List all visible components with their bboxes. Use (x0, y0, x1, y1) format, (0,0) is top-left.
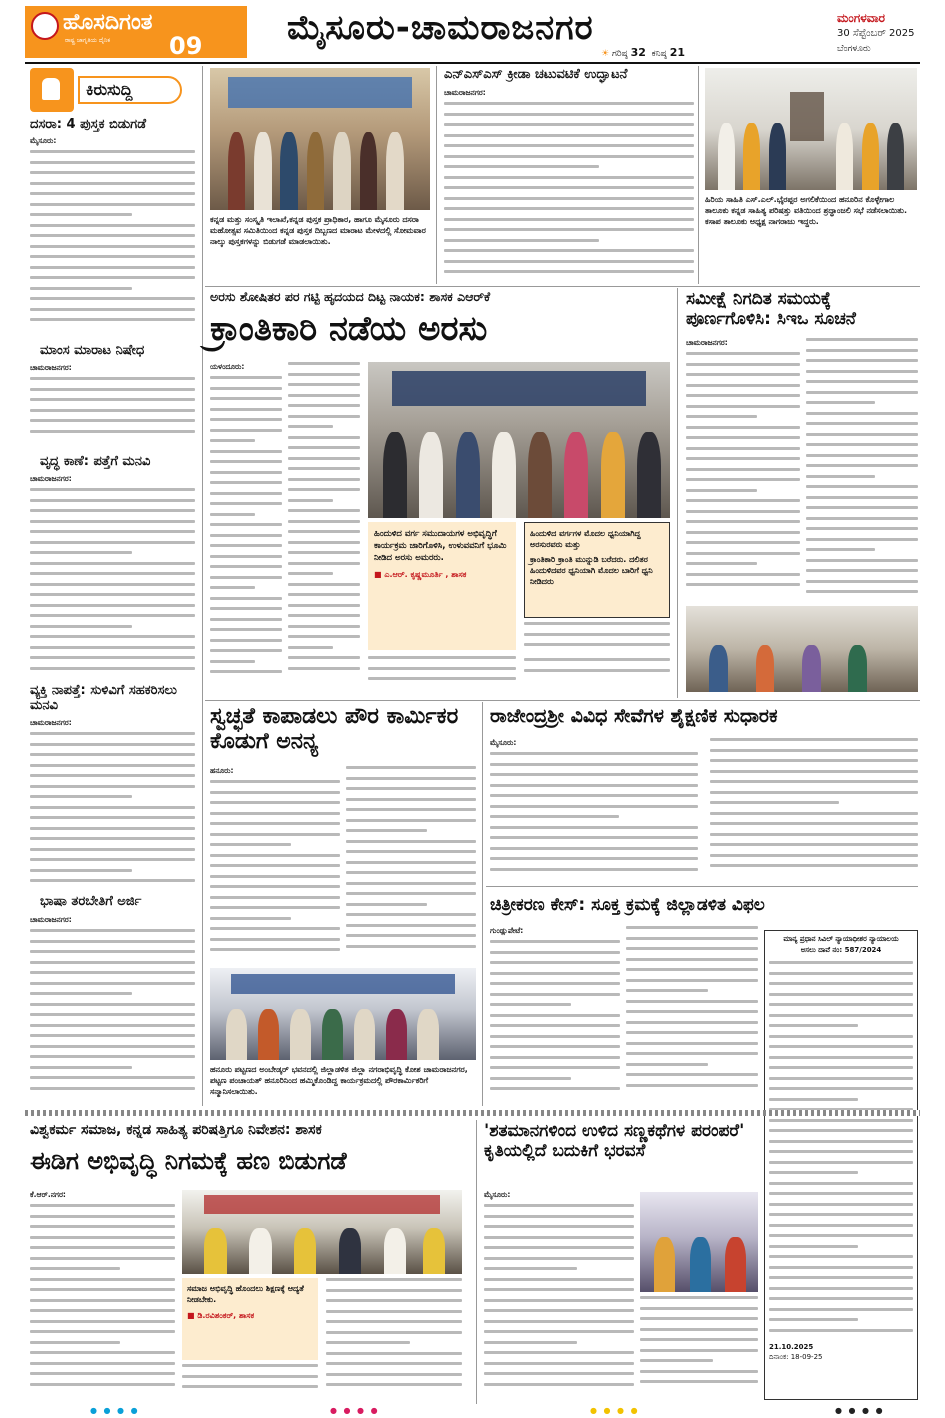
page-number: 09 (169, 32, 203, 60)
notice-case-no: ಅಸಲು ದಾವೆ ನಂ: 587/2024 (800, 946, 882, 954)
logo-emblem-icon (31, 12, 59, 40)
lead-highlights (524, 522, 670, 618)
lead-highlight-2: ಕ್ರಾಂತಿಕಾರಿ ಕ್ರಾಂತಿ ಮುನ್ನುಡಿ ಬರೆದರು. ದಲಿತರ ಹಿಂದುಳಿದವರ ಧ್ವನಿಯಾಗಿ ಮೊದಲ ಬಾರಿಗೆ ಧ್ವನಿ ನೀಡಿದರು (530, 555, 653, 586)
day-name: ಮಂಗಳವಾರ (837, 11, 886, 25)
viswakarma-quote-text: ಸಮಾಜ ಅಭಿವೃದ್ಧಿ ಹೊಂದಲು ಶಿಕ್ಷಣಕ್ಕೆ ಆದ್ಯತೆ ನೀಡಬೇಕು. (187, 1284, 304, 1304)
hand-icon (30, 68, 74, 112)
legal-notice (764, 930, 918, 1400)
viswakarma-body-col3 (182, 1364, 318, 1400)
film-body-col1 (490, 940, 620, 1100)
brief-lead: ಮೈಸೂರು: (30, 136, 57, 145)
briefs-label: ಕಿರುಸುದ್ದಿ (78, 76, 182, 104)
stories-photo (640, 1192, 758, 1292)
lead-quote-box (368, 522, 516, 650)
stories-headline: 'ಶತಮಾನಗಳಿಂದ ಉಳಿದ ಸಣ್ಣಕಥೆಗಳ ಪರಂಪರೆ' ಕೃತಿಯಲ್ಲಿದೆ ಬದುಕಿಗೆ ಭರವಸೆ (484, 1121, 745, 1161)
rajendra-lead: ಮೈಸೂರು: (490, 738, 517, 747)
brief-body (30, 929, 195, 1097)
column-rule (677, 288, 678, 698)
lead-kicker: ಅರಸು ಶೋಷಿತರ ಪರ ಗಟ್ಟಿ ಹೃದಯದ ದಿಟ್ಟ ನಾಯಕ: ಶಾಸಕ ಎಆರ್‌ಕೆ (210, 289, 491, 304)
survey-body-col1 (686, 352, 800, 602)
weather-high: 32 (630, 46, 646, 59)
column-rule (202, 66, 203, 1106)
section-rule (205, 286, 920, 287)
viswakarma-photo (182, 1190, 462, 1274)
viswakarma-headline: ಈಡಿಗ ಅಭಿವೃದ್ಧಿ ನಿಗಮಕ್ಕೆ ಹಣ ಬಿಡುಗಡೆ (30, 1147, 347, 1175)
lead-body-col1 (210, 376, 282, 686)
weather-high-label: ಗರಿಷ್ಠ (611, 49, 628, 59)
brief-lead: ಚಾಮರಾಜನಗರ: (30, 363, 72, 372)
nss-headline: ಎನ್ಎಸ್ಎಸ್ ಕ್ರೀಡಾ ಚಟುವಟಿಕೆ ಉದ್ಘಾಟನೆ (444, 67, 628, 82)
sun-icon: ☀ (601, 49, 610, 59)
logo-tagline: ರಾಷ್ಟ್ರ ಜಾಗೃತಿಯ ದೈನಿಕ (65, 37, 111, 44)
lead-body-col3 (368, 656, 516, 688)
date: 30 ಸೆಪ್ಟೆಂಬರ್ 2025 (837, 28, 915, 39)
book-release-caption: ಕನ್ನಡ ಮತ್ತು ಸಂಸ್ಕೃತಿ ಇಲಾಖೆ,ಕನ್ನಡ ಪುಸ್ತಕ ಪ್ರಾಧಿಕಾರ, ಹಾಗೂ ಮೈಸೂರು ದಸರಾ ಮಹೋತ್ಸವ ಸಮಿತಿಯಿಂದ ಕನ್ನಡ ಪುಸ್ತಕ ದಿಬ್ಬಣದ ಮಾರಾಟ ಮೇಳದಲ್ಲಿ ಸೋಮವಾರ ನಾಲ್ಕು ಪುಸ್ತಕಗಳನ್ನು ಬಿಡುಗಡೆ ಮಾಡಲಾಯಿತು. (210, 215, 426, 246)
viswakarma-kicker: ವಿಶ್ವಕರ್ಮ ಸಮಾಜ, ಕನ್ನಡ ಸಾಹಿತ್ಯ ಪರಿಷತ್ತಿಗೂ ನಿವೇಶನ: ಶಾಸಕ (30, 1122, 322, 1138)
masthead-rule (25, 62, 920, 64)
brief-body (30, 150, 195, 338)
cleanliness-photo (210, 968, 476, 1060)
lead-story-lead: ಯಳಂದೂರು: (210, 362, 245, 371)
masthead (25, 6, 920, 62)
cleanliness-lead: ಹನೂರು: (210, 766, 234, 775)
section-rule (486, 886, 918, 887)
lead-headline: ಕ್ರಾಂತಿಕಾರಿ ನಡೆಯ ಅರಸು (210, 309, 488, 349)
rajendra-headline: ರಾಜೇಂದ್ರಶ್ರೀ ವಿವಿಧ ಸೇವೆಗಳ ಶೈಕ್ಷಣಿಕ ಸುಧಾರಕ (490, 705, 778, 727)
notice-title: ಮಾನ್ಯ ಪ್ರಧಾನ ಸಿವಿಲ್ ನ್ಯಾಯಾಧೀಶರ ನ್ಯಾಯಾಲಯ (783, 935, 899, 943)
cleanliness-headline: ಸ್ವಚ್ಛತೆ ಕಾಪಾಡಲು ಪೌರ ಕಾರ್ಮಿಕರ ಕೊಡುಗೆ ಅನನ್ಯ (210, 704, 459, 755)
briefs-section-label (30, 68, 182, 112)
brief-lead: ಚಾಮರಾಜನಗರ: (30, 474, 72, 483)
film-body-col2 (626, 926, 758, 1100)
stories-body-col1 (484, 1204, 634, 1400)
lead-body-col4 (524, 622, 670, 656)
tribute-caption: ಹಿರಿಯ ಸಾಹಿತಿ ಎಸ್.ಎಲ್.ಭೈರಪ್ಪರ ಅಗಲಿಕೆಯಿಂದ ಹನೂರಿನ ಕೊಳ್ಳೇಗಾಲ ತಾಲೂಕು ಕನ್ನಡ ಸಾಹಿತ್ಯ ಪರಿಷತ್ತು ವತಿಯಿಂದ ಶ್ರದ್ಧಾಂಜಲಿ ಸಭೆ ನಡೆಸಲಾಯಿತು. ಕಸಾಪ ತಾಲೂಕು ಅಧ್ಯಕ್ಷ ನಾಗರಾಜು ಇದ್ದರು. (705, 195, 908, 226)
weather-low-label: ಕನಿಷ್ಠ (651, 49, 667, 59)
brief-body (30, 377, 195, 449)
brief-lead: ಚಾಮರಾಜನಗರ: (30, 718, 72, 727)
column-rule (476, 1120, 477, 1404)
stories-lead: ಮೈಸೂರು: (484, 1190, 511, 1199)
section-rule (205, 700, 920, 701)
column-rule (436, 66, 437, 284)
survey-headline: ಸಮೀಕ್ಷೆ ನಿಗದಿತ ಸಮಯಕ್ಕೆ ಪೂರ್ಣಗೊಳಿಸಿ: ಸಿಇಒ ಸೂಚನೆ (686, 289, 856, 329)
notice-hearing: 21.10.2025 (769, 1343, 814, 1351)
lead-body-col5 (524, 658, 670, 688)
city: ಬೆಂಗಳೂರು (837, 44, 871, 54)
viswakarma-quote-box (182, 1278, 318, 1360)
book-release-photo (210, 68, 430, 210)
tribute-photo (705, 68, 917, 190)
viswakarma-lead: ಕೆ.ಆರ್.ನಗರ: (30, 1190, 66, 1199)
lead-body-col2 (288, 362, 360, 686)
registration-marks: ● ● ● ● (590, 1406, 640, 1415)
survey-lead: ಚಾಮರಾಜನಗರ: (686, 338, 728, 347)
weather (601, 46, 685, 59)
rajendra-body-col2 (710, 738, 918, 880)
section-divider-strip (25, 1110, 920, 1116)
registration-marks: ● ● ● ● (330, 1406, 380, 1415)
masthead-logo (25, 6, 247, 58)
nss-body (444, 102, 694, 284)
lead-photo (368, 362, 670, 518)
brief-headline: ದಸರಾ: 4 ಪುಸ್ತಕ ಬಿಡುಗಡೆ (30, 117, 147, 132)
stories-body-col2 (640, 1296, 758, 1400)
weather-low: 21 (669, 46, 685, 59)
brief-headline: ಭಾಷಾ ತರಬೇತಿಗೆ ಅರ್ಜಿ (40, 894, 142, 909)
brief-headline: ಮಾಂಸ ಮಾರಾಟ ನಿಷೇಧ (40, 343, 145, 358)
notice-date: ದಿನಾಂಕ: 18-09-25 (769, 1353, 823, 1361)
survey-photo (686, 606, 918, 692)
column-rule (482, 702, 483, 1106)
brief-headline: ವೃದ್ಧ ಕಾಣೆ: ಪತ್ತೆಗೆ ಮನವಿ (40, 454, 151, 469)
viswakarma-body-col1 (30, 1204, 175, 1400)
brief-body (30, 732, 195, 890)
survey-body-col2 (806, 338, 918, 602)
cleanliness-body-col1 (210, 780, 340, 964)
edition-title: ಮೈಸೂರು-ಚಾಮರಾಜನಗರ (287, 8, 594, 48)
nss-lead: ಚಾಮರಾಜನಗರ: (444, 88, 486, 97)
lead-highlight-1: ಹಿಂದುಳಿದ ವರ್ಗಗಳ ಮೊದಲ ಧ್ವನಿಯಾಗಿದ್ದ ಅರಸುರವರು ಮತ್ತು (530, 529, 641, 549)
brief-body (30, 488, 195, 678)
cleanliness-caption: ಹನೂರು ಪಟ್ಟಣದ ಅಂಬೇಡ್ಕರ್ ಭವನದಲ್ಲಿ ಜಿಲ್ಲಾಡಳಿತ ಜಿಲ್ಲಾ ನಗರಾಭಿವೃದ್ಧಿ ಕೋಶ ಚಾಮರಾಜನಗರ, ಪಟ್ಟಣ ಪಂಚಾಯತ್ ಹನೂರಿನಿಂದ ಹಮ್ಮಿಕೊಂಡಿದ್ದ ಕಾರ್ಯಕ್ರಮದಲ್ಲಿ ಪೌರಕಾರ್ಮಿಕರಿಗೆ ಸನ್ಮಾನಿಸಲಾಯಿತು. (210, 1065, 468, 1096)
viswakarma-body-col2 (326, 1278, 462, 1400)
column-rule (698, 66, 699, 284)
lead-quote-text: ಹಿಂದುಳಿದ ವರ್ಗ ಸಮುದಾಯಗಳ ಅಭಿವೃದ್ಧಿಗೆ ಕಾರ್ಯಕ್ರಮ ಜಾರಿಗೊಳಿಸಿ, ಉಳುವವನಿಗೆ ಭೂಮಿ ನೀಡಿದ ಅರಸು ಅಮರರು. (374, 529, 507, 563)
brief-headline: ವ್ಯಕ್ತಿ ನಾಪತ್ತೆ: ಸುಳಿವಿಗೆ ಸಹಕರಿಸಲು ಮನವಿ (30, 683, 177, 713)
brief-lead: ಚಾಮರಾಜನಗರ: (30, 915, 72, 924)
lead-quote-author: ■ ಎ.ಆರ್. ಕೃಷ್ಣಮೂರ್ತಿ , ಶಾಸಕ (374, 570, 467, 579)
registration-marks: ● ● ● ● (90, 1406, 140, 1415)
viswakarma-quote-author: ■ ಡಿ.ರವಿಶಂಕರ್, ಶಾಸಕ (187, 1311, 255, 1320)
cleanliness-body-col2 (346, 766, 476, 964)
rajendra-body-col1 (490, 752, 698, 880)
film-headline: ಚಿತ್ರೀಕರಣ ಕೇಸ್: ಸೂಕ್ತ ಕ್ರಮಕ್ಕೆ ಜಿಲ್ಲಾಡಳಿತ ವಿಫಲ (490, 895, 765, 915)
logo-title: ಹೊಸದಿಗಂತ (63, 10, 153, 35)
film-lead: ಗುಂಡ್ಲುಪೇಟೆ: (490, 926, 524, 935)
registration-marks: ● ● ● ● (835, 1406, 885, 1415)
